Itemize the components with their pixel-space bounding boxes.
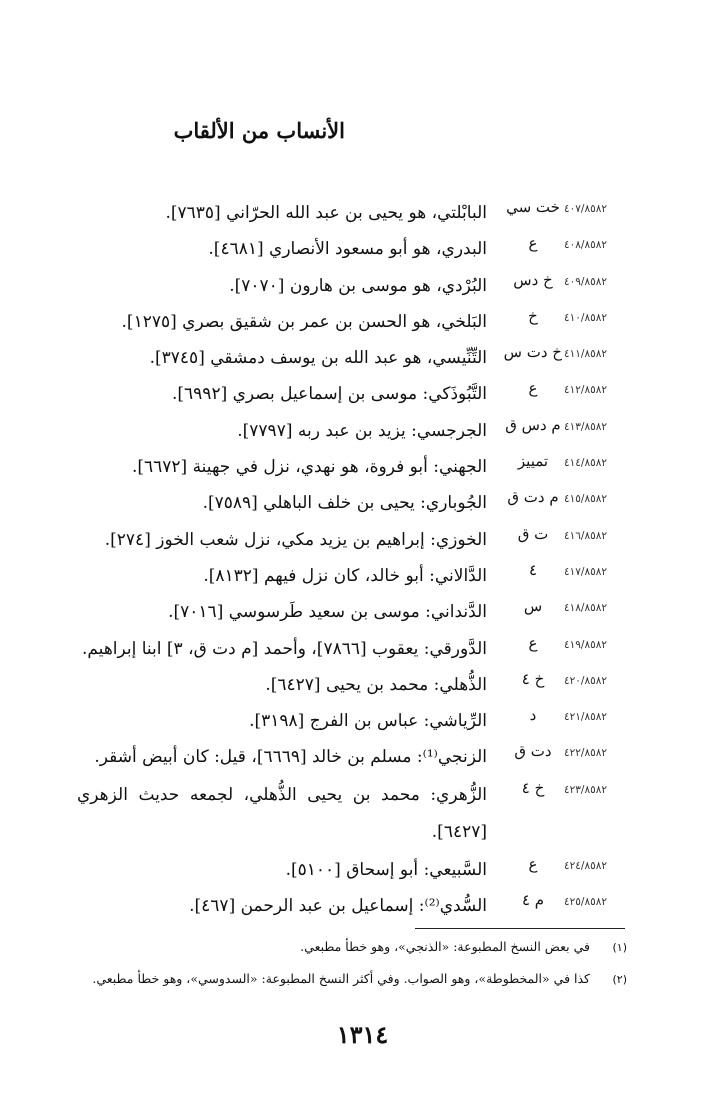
entry-text: الذُّهلي: محمد بن يحيى [٦٤٢٧].	[265, 674, 487, 695]
entry-text: التِّنِّيسي، هو عبد الله بن يوسف دمشقي [٣٧٤٥].	[149, 348, 487, 369]
entry-row	[0, 414, 725, 450]
entry-number: ٤١٥/٨٥٨٢	[564, 493, 608, 506]
page-number: ١٣١٤	[336, 1020, 389, 1049]
entry-row	[0, 523, 725, 559]
entry-text: الخوزي: إبراهيم بن يزيد مكي، نزل شعب الخوز [٢٧٤].	[104, 529, 487, 550]
entry-row	[0, 269, 725, 305]
entry-row	[0, 196, 725, 232]
footnotes	[0, 937, 725, 1001]
entry-text: البَلخي، هو الحسن بن عمر بن شقيق بصري [١٢٧٥].	[121, 311, 487, 332]
entry-source-codes: س	[523, 597, 543, 616]
entry-source-codes: ع	[528, 854, 538, 873]
entry-row	[0, 777, 725, 853]
entry-source-codes: ع	[528, 234, 538, 253]
entry-text: السَّبيعي: أبو إسحاق [٥١٠٠].	[285, 859, 487, 880]
entry-number: ٤٢١/٨٥٨٢	[564, 711, 608, 724]
entry-source-codes: خ دس	[513, 270, 553, 289]
entry-source-codes: د	[529, 706, 537, 725]
footnote-marker: (١)	[612, 941, 627, 954]
entry-number: ٤١٨/٨٥٨٢	[564, 602, 608, 615]
entry-number: ٤٠٨/٨٥٨٢	[564, 239, 608, 252]
entry-source-codes: خت سي	[506, 198, 560, 216]
footnote-text: كذا في «المخطوطة»، وهو الصواب. وفي أكثر النسخ المطبوعة: «السدوسي»، وهو خطأ مطبعي.	[92, 971, 590, 986]
entry-text: الدَّالاني: أبو خالد، كان نزل فيهم [٨١٣٢].	[203, 565, 487, 586]
entry-source-codes: خ دت س	[503, 343, 562, 362]
entry-number: ٤٢٣/٨٥٨٢	[564, 783, 608, 796]
entry-row	[0, 559, 725, 595]
entry-number: ٤٢٢/٨٥٨٢	[564, 747, 608, 760]
entry-number: ٤١٦/٨٥٨٢	[564, 529, 608, 542]
entry-text: الجهني: أبو فروة، هو نهدي، نزل في جهينة [٦٦٧٢].	[131, 457, 487, 478]
entry-row	[0, 668, 725, 704]
entry-text: الزُّهري: محمد بن يحيى الذُّهلي، لجمعه حديث الزهري [٦٤٢٧].	[77, 784, 487, 842]
entry-text: الرِّياشي: عباس بن الفرج [٣١٩٨].	[249, 711, 487, 732]
entry-row	[0, 853, 725, 889]
entry-number: ٤١٣/٨٥٨٢	[564, 420, 608, 433]
entry-row	[0, 232, 725, 268]
entry-list	[0, 196, 725, 925]
entry-text: الجرجسي: يزيد بن عبد ربه [٧٧٩٧].	[237, 420, 487, 441]
entry-text: السُّدي⁽²⁾: إسماعيل بن عبد الرحمن [٤٦٧].	[189, 896, 487, 917]
entry-number: ٤٠٩/٨٥٨٢	[564, 275, 608, 288]
section-heading: الأنساب من الألقاب	[173, 118, 345, 143]
entry-source-codes: خ ٤	[521, 669, 545, 688]
entry-row	[0, 377, 725, 413]
footnote	[0, 969, 725, 1001]
entry-source-codes: ٤	[528, 560, 538, 579]
entry-row	[0, 889, 725, 925]
entry-source-codes: ع	[528, 379, 538, 398]
entry-number: ٤٠٧/٨٥٨٢	[564, 203, 608, 215]
entry-row	[0, 632, 725, 668]
entry-source-codes: م دس ق	[505, 415, 561, 434]
entry-source-codes: ت ق	[517, 524, 549, 543]
entry-number: ٤٢٥/٨٥٨٢	[564, 896, 608, 909]
entry-number: ٤١٠/٨٥٨٢	[564, 311, 608, 324]
entry-row	[0, 704, 725, 740]
footnote-text: في بعض النسخ المطبوعة: «الذنجي»، وهو خطأ مطبعي.	[300, 939, 590, 954]
entry-number: ٤١٤/٨٥٨٢	[564, 457, 608, 470]
entry-text: التَّبُوذَكي: موسى بن إسماعيل بصري [٦٩٩٢].	[172, 384, 487, 405]
entry-number: ٤٢٤/٨٥٨٢	[564, 859, 608, 872]
footnote-marker: (٢)	[612, 973, 627, 986]
entry-text: الدَّنداني: موسى بن سعيد طَرسوسي [٧٠١٦].	[168, 602, 487, 623]
entry-row	[0, 486, 725, 522]
entry-row	[0, 305, 725, 341]
footnote	[0, 937, 725, 969]
entry-source-codes: ع	[528, 633, 538, 652]
entry-source-codes: خ	[528, 306, 538, 325]
entry-number: ٤١٧/٨٥٨٢	[564, 565, 608, 578]
footnote-separator	[415, 928, 625, 929]
entry-row	[0, 595, 725, 631]
entry-source-codes: خ ٤	[521, 778, 545, 797]
entry-text: البُرْدي، هو موسى بن هارون [٧٠٧٠].	[229, 275, 487, 296]
entry-text: البدري، هو أبو مسعود الأنصاري [٤٦٨١].	[208, 239, 487, 260]
entry-row	[0, 341, 725, 377]
entry-number: ٤١١/٨٥٨٢	[564, 348, 608, 361]
entry-row	[0, 740, 725, 776]
entry-number: ٤١٢/٨٥٨٢	[564, 384, 608, 397]
entry-number: ٤٢٠/٨٥٨٢	[564, 674, 608, 687]
entry-number: ٤١٩/٨٥٨٢	[564, 638, 608, 651]
entry-source-codes: تمييز	[517, 452, 549, 471]
entry-text: الزنجي⁽¹⁾: مسلم بن خالد [٦٦٦٩]، قيل: كان أبيض أشقر.	[94, 747, 487, 768]
entry-row	[0, 450, 725, 486]
entry-text: الجُوباري: يحيى بن خلف الباهلي [٧٥٨٩].	[202, 493, 487, 514]
entry-source-codes: دت ق	[514, 742, 552, 761]
entry-source-codes: م دت ق	[507, 488, 559, 507]
entry-source-codes: م ٤	[521, 891, 545, 910]
entry-text: الدَّورقي: يعقوب [٧٨٦٦]، وأحمد [م دت ق، ٣] ابنا إبراهيم.	[81, 638, 487, 659]
entry-text: البابْلتي، هو يحيى بن عبد الله الحرّاني [٧٦٣٥].	[165, 203, 487, 223]
